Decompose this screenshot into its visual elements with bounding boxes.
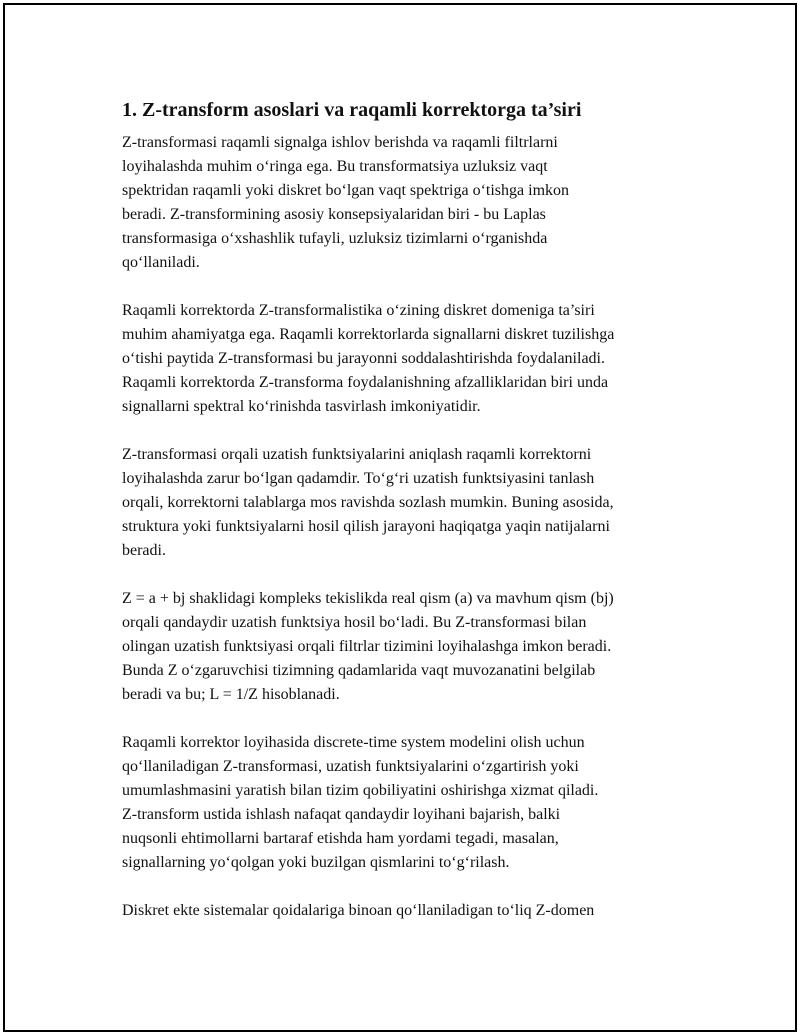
text-line: beradi va bu; L = 1/Z hisoblanadi.: [122, 686, 340, 703]
paragraph-4: [122, 587, 702, 707]
text-line: Diskret ekte sistemalar qoidalariga binoan qo‘llaniladigan to‘liq Z-domen: [122, 902, 595, 919]
text-line: Raqamli korrektorda Z-transforma foydalanishning afzalliklaridan biri unda: [122, 374, 609, 391]
text-line: Z-transformasi orqali uzatish funktsiyalarini aniqlash raqamli korrektorni: [122, 446, 592, 463]
paragraph-3: [122, 443, 702, 563]
section-heading: 1. Z-transform asoslari va raqamli korrektorga ta’siri: [122, 99, 582, 121]
text-line: orqali, korrektorni talablarga mos ravishda sozlash mumkin. Buning asosida,: [122, 494, 614, 511]
document-body: [122, 97, 702, 947]
text-line: Z = a + bj shaklidagi kompleks tekislikda real qism (a) va mavhum qism (bj): [122, 590, 614, 607]
text-line: Z-transformasi raqamli signalga ishlov berishda va raqamli filtrlarni: [122, 134, 558, 151]
paragraph-6: [122, 899, 702, 923]
paragraph-1: [122, 131, 702, 275]
text-line: signallarning yo‘qolgan yoki buzilgan qismlarini to‘g‘rilash.: [122, 854, 510, 871]
text-line: Raqamli korrektor loyihasida discrete-time system modelini olish uchun: [122, 734, 585, 751]
text-line: loyihalashda muhim o‘ringa ega. Bu transformatsiya uzluksiz vaqt: [122, 158, 548, 175]
text-line: umumlashmasini yaratish bilan tizim qobiliyatini oshirishga xizmat qiladi.: [122, 782, 599, 799]
text-line: signallarni spektral ko‘rinishda tasvirlash imkoniyatidir.: [122, 398, 481, 415]
text-line: nuqsonli ehtimollarni bartaraf etishda ham yordami tegadi, masalan,: [122, 830, 559, 847]
text-line: o‘tishi paytida Z-transformasi bu jarayonni soddalashtirishda foydalaniladi.: [122, 350, 605, 367]
text-line: struktura yoki funktsiyalarni hosil qilish jarayoni haqiqatga yaqin natijalarni: [122, 518, 610, 535]
text-line: transformasiga o‘xshashlik tufayli, uzluksiz tizimlarni o‘rganishda: [122, 230, 548, 247]
text-line: Bunda Z o‘zgaruvchisi tizimning qadamlarida vaqt muvozanatini belgilab: [122, 662, 596, 679]
paragraph-5: [122, 731, 702, 875]
text-line: Z-transform ustida ishlash nafaqat qandaydir loyihani bajarish, balki: [122, 806, 561, 823]
text-line: beradi.: [122, 542, 166, 559]
text-line: Raqamli korrektorda Z-transformalistika o‘zining diskret domeniga ta’siri: [122, 302, 595, 319]
text-line: orqali qandaydir uzatish funktsiya hosil bo‘ladi. Bu Z-transformasi bilan: [122, 614, 587, 631]
text-line: qo‘llaniladigan Z-transformasi, uzatish funktsiyalarini o‘zgartirish yoki: [122, 758, 579, 775]
text-line: olingan uzatish funktsiyasi orqali filtrlar tizimini loyihalashga imkon beradi.: [122, 638, 612, 655]
text-line: muhim ahamiyatga ega. Raqamli korrektorlarda signallarni diskret tuzilishga: [122, 326, 615, 343]
text-line: beradi. Z-transformining asosiy konsepsiyalaridan biri - bu Laplas: [122, 206, 546, 223]
text-line: loyihalashda zarur bo‘lgan qadamdir. To‘g‘ri uzatish funktsiyasini tanlash: [122, 470, 595, 487]
text-line: qo‘llaniladi.: [122, 254, 200, 271]
text-line: spektridan raqamli yoki diskret bo‘lgan vaqt spektriga o‘tishga imkon: [122, 182, 570, 199]
page-frame: [3, 3, 797, 1032]
paragraph-2: [122, 299, 702, 419]
